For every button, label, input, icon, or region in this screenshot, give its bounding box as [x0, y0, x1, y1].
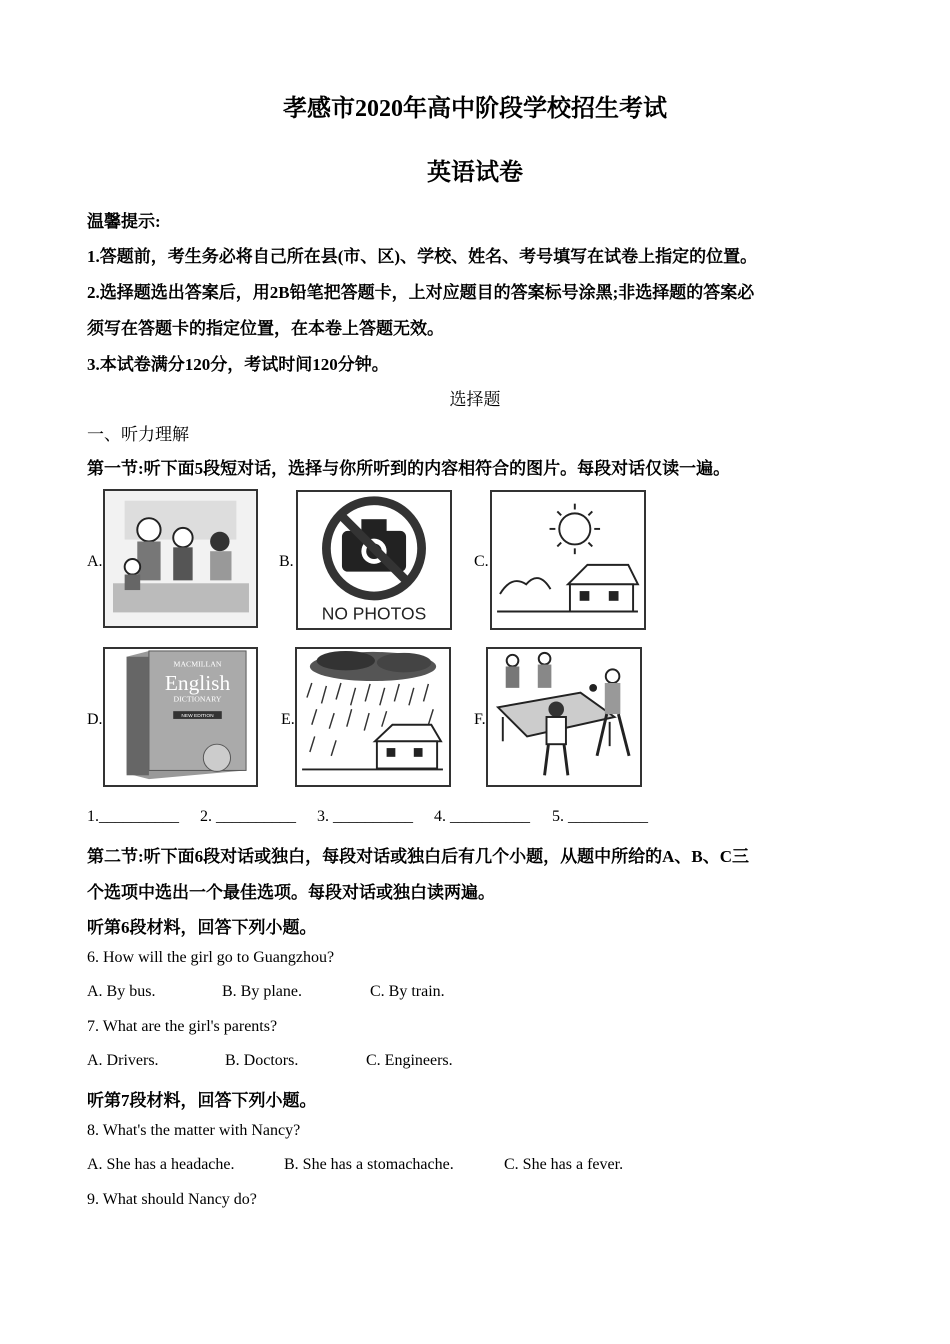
rainy-house-image — [295, 647, 451, 787]
section-2-instruction-line2: 个选项中选出一个最佳选项。每段对话或独白读两遍。 — [87, 883, 495, 902]
image-c-label: C. — [474, 553, 489, 570]
question-9: 9. What should Nancy do? — [87, 1191, 257, 1208]
q7-option-b[interactable]: B. Doctors. — [225, 1052, 299, 1069]
dictionary-image — [103, 647, 258, 787]
question-6: 6. How will the girl go to Guangzhou? — [87, 949, 335, 966]
q8-option-c[interactable]: C. She has a fever. — [504, 1156, 624, 1173]
image-a-label: A. — [87, 553, 103, 570]
q7-option-c[interactable]: C. Engineers. — [366, 1052, 453, 1069]
tips-heading: 温馨提示: — [87, 212, 161, 231]
family-dinner-image — [103, 489, 258, 628]
image-b-label: B. — [279, 553, 294, 570]
sunny-house-image — [490, 490, 646, 630]
section-1-instruction: 第一节:听下面5段短对话，选择与你所听到的内容相符合的图片。每段对话仅读一遍。 — [87, 459, 731, 478]
image-e-label: E. — [281, 711, 295, 728]
blank-3[interactable]: 3. __________ — [317, 808, 413, 825]
material-6-heading: 听第6段材料，回答下列小题。 — [87, 918, 317, 937]
exam-title: 孝感市2020年高中阶段学校招生考试 — [283, 96, 667, 122]
tip-2-line1: 2.选择题选出答案后，用2B铅笔把答题卡，上对应题目的答案标号涂黑;非选择题的答案必 — [87, 283, 755, 302]
q6-option-a[interactable]: A. By bus. — [87, 983, 156, 1000]
q6-option-b[interactable]: B. By plane. — [222, 983, 302, 1000]
tip-3: 3.本试卷满分120分，考试时间120分钟。 — [87, 355, 389, 374]
table-tennis-image — [486, 647, 642, 787]
image-f-label: F. — [474, 711, 486, 728]
image-d-label: D. — [87, 711, 103, 728]
blank-1[interactable]: 1.__________ — [87, 808, 179, 825]
q8-option-a[interactable]: A. She has a headache. — [87, 1156, 235, 1173]
exam-subtitle: 英语试卷 — [427, 160, 523, 186]
dictionary-brand: MACMILLAN — [173, 659, 222, 669]
no-photos-sign — [296, 490, 452, 630]
section-2-instruction-line1: 第二节:听下面6段对话或独白，每段对话或独白后有几个小题，从题中所给的A、B、C三 — [87, 847, 750, 866]
question-7: 7. What are the girl's parents? — [87, 1018, 278, 1035]
material-7-heading: 听第7段材料，回答下列小题。 — [87, 1091, 317, 1110]
tip-1: 1.答题前，考生务必将自己所在县(市、区)、学校、姓名、考号填写在试卷上指定的位置。 — [87, 247, 758, 266]
section-title: 选择题 — [449, 390, 501, 409]
tip-2-line2: 须写在答题卡的指定位置，在本卷上答题无效。 — [87, 319, 444, 338]
part-1-heading: 一、听力理解 — [87, 425, 189, 444]
blank-2[interactable]: 2. __________ — [200, 808, 296, 825]
dictionary-edition: NEW EDITION — [181, 714, 214, 719]
blank-4[interactable]: 4. __________ — [434, 808, 530, 825]
dictionary-subtitle: DICTIONARY — [173, 694, 222, 704]
q6-option-c[interactable]: C. By train. — [370, 983, 445, 1000]
dictionary-title: English — [164, 670, 231, 695]
q7-option-a[interactable]: A. Drivers. — [87, 1052, 159, 1069]
q8-option-b[interactable]: B. She has a stomachache. — [284, 1156, 454, 1173]
blank-5[interactable]: 5. __________ — [552, 808, 648, 825]
no-photos-caption: NO PHOTOS — [321, 603, 427, 624]
question-8: 8. What's the matter with Nancy? — [87, 1122, 301, 1139]
